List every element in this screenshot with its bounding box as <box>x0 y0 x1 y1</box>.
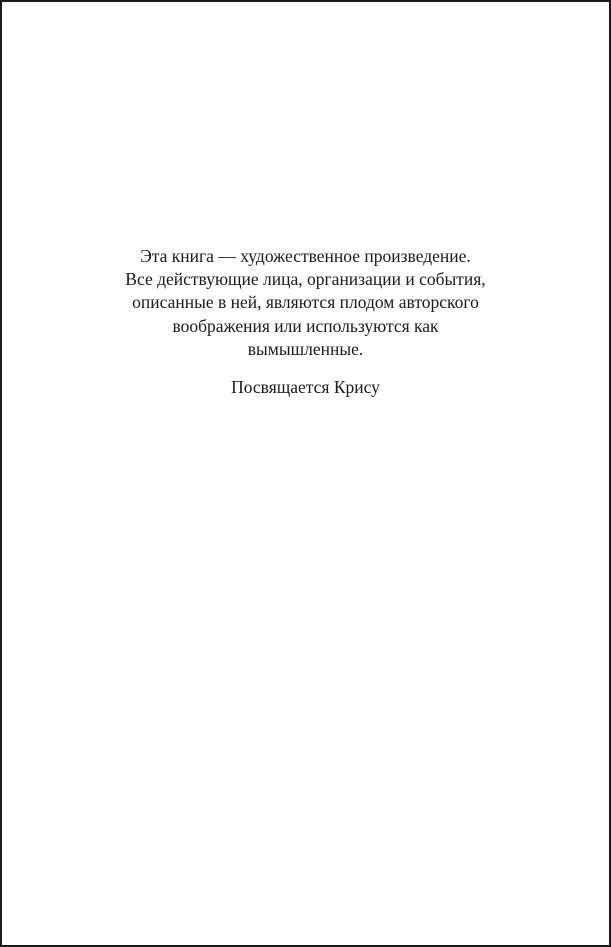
disclaimer-line: вымышленные. <box>247 338 364 359</box>
disclaimer-line: воображения или используются как <box>172 315 439 336</box>
dedication: Посвящается Крису <box>231 377 380 397</box>
disclaimer-line: описанные в ней, являются плодом авторского <box>132 292 479 313</box>
disclaimer-line: Все действующие лица, организации и события, <box>125 269 486 290</box>
fiction-disclaimer <box>2 245 609 361</box>
disclaimer-line: Эта книга — художественное произведение. <box>140 246 471 266</box>
